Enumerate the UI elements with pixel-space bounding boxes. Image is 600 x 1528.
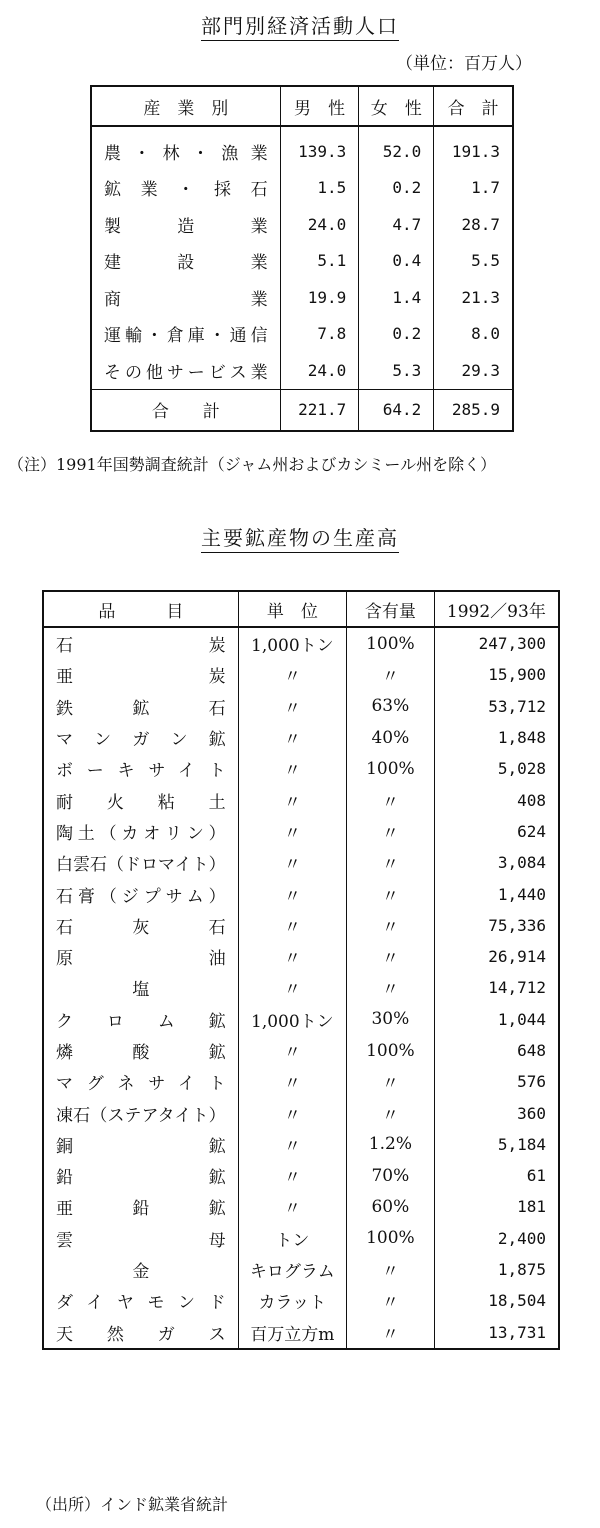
population-unit: （単位：百万人） bbox=[396, 54, 532, 74]
unit-cell: 〃 bbox=[238, 691, 346, 722]
unit-cell: 百万立方m bbox=[238, 1317, 346, 1349]
header-item: 品 目 bbox=[43, 591, 238, 627]
unit-cell: 〃 bbox=[238, 847, 346, 878]
female-cell: 0.4 bbox=[359, 243, 434, 280]
unit-cell: 〃 bbox=[238, 1097, 346, 1128]
table-row bbox=[43, 627, 559, 659]
table-row bbox=[91, 352, 513, 389]
total-cell: 191.3 bbox=[434, 126, 513, 170]
table-row bbox=[43, 1035, 559, 1066]
total-total-cell: 285.9 bbox=[434, 389, 513, 431]
content-cell: 〃 bbox=[347, 659, 435, 690]
production-cell: 624 bbox=[434, 816, 559, 847]
table-row bbox=[43, 1223, 559, 1254]
content-cell: 63% bbox=[347, 691, 435, 722]
table-row bbox=[91, 316, 513, 353]
female-cell: 52.0 bbox=[359, 126, 434, 170]
content-cell: 〃 bbox=[347, 1254, 435, 1285]
mineral-name-cell: 石膏（ジプサム） bbox=[43, 878, 238, 909]
production-cell: 648 bbox=[434, 1035, 559, 1066]
minerals-title: 主要鉱産物の生産高 bbox=[0, 522, 600, 551]
production-cell: 5,184 bbox=[434, 1129, 559, 1160]
production-cell: 14,712 bbox=[434, 972, 559, 1003]
table-row bbox=[43, 784, 559, 815]
content-cell: 〃 bbox=[347, 1097, 435, 1128]
table-row bbox=[43, 910, 559, 941]
minerals-source: （出所）インド鉱業省統計 bbox=[36, 1495, 229, 1514]
header-content: 含有量 bbox=[347, 591, 435, 627]
mineral-name-cell: ダイヤモンド bbox=[43, 1285, 238, 1316]
unit-cell: 〃 bbox=[238, 910, 346, 941]
mineral-name-cell: 石灰石 bbox=[43, 910, 238, 941]
production-cell: 75,336 bbox=[434, 910, 559, 941]
table-row bbox=[43, 753, 559, 784]
table-row bbox=[43, 878, 559, 909]
production-cell: 13,731 bbox=[434, 1317, 559, 1349]
unit-cell: カラット bbox=[238, 1285, 346, 1316]
header-female: 女 性 bbox=[359, 86, 434, 126]
minerals-body bbox=[43, 627, 559, 1349]
table-row bbox=[43, 1191, 559, 1222]
table-row bbox=[43, 1285, 559, 1316]
mineral-name-cell: 亜炭 bbox=[43, 659, 238, 690]
production-cell: 18,504 bbox=[434, 1285, 559, 1316]
minerals-table bbox=[42, 590, 560, 1350]
content-cell: 30% bbox=[347, 1004, 435, 1035]
content-cell: 100% bbox=[347, 1035, 435, 1066]
total-cell: 8.0 bbox=[434, 316, 513, 353]
industry-cell: 製造業 bbox=[91, 206, 280, 243]
production-cell: 61 bbox=[434, 1160, 559, 1191]
male-cell: 1.5 bbox=[280, 170, 359, 207]
total-label: 合 計 bbox=[91, 389, 280, 431]
mineral-name-cell: クロム鉱 bbox=[43, 1004, 238, 1035]
mineral-name-cell: 金 bbox=[43, 1254, 238, 1285]
content-cell: 〃 bbox=[347, 1066, 435, 1097]
unit-cell: 〃 bbox=[238, 753, 346, 784]
total-female-cell: 64.2 bbox=[359, 389, 434, 431]
mineral-name-cell: 石炭 bbox=[43, 627, 238, 659]
unit-cell: 〃 bbox=[238, 878, 346, 909]
total-cell: 1.7 bbox=[434, 170, 513, 207]
table-row bbox=[43, 1129, 559, 1160]
mineral-name-cell: 雲母 bbox=[43, 1223, 238, 1254]
mineral-name-cell: マンガン鉱 bbox=[43, 722, 238, 753]
unit-cell: 〃 bbox=[238, 1160, 346, 1191]
production-cell: 1,440 bbox=[434, 878, 559, 909]
total-row bbox=[91, 389, 513, 431]
industry-cell: 商業 bbox=[91, 279, 280, 316]
mineral-name-cell: ボーキサイト bbox=[43, 753, 238, 784]
table-row bbox=[91, 279, 513, 316]
content-cell: 〃 bbox=[347, 816, 435, 847]
unit-cell: 〃 bbox=[238, 659, 346, 690]
production-cell: 5,028 bbox=[434, 753, 559, 784]
mineral-name-cell: 凍石（ステアタイト） bbox=[43, 1097, 238, 1128]
total-cell: 5.5 bbox=[434, 243, 513, 280]
mineral-name-cell: 亜鉛鉱 bbox=[43, 1191, 238, 1222]
unit-cell: 1,000トン bbox=[238, 1004, 346, 1035]
table-row bbox=[43, 1066, 559, 1097]
industry-cell: 鉱業・採石 bbox=[91, 170, 280, 207]
mineral-name-cell: 鉛鉱 bbox=[43, 1160, 238, 1191]
mineral-name-cell: 陶土（カオリン） bbox=[43, 816, 238, 847]
mineral-name-cell: 銅鉱 bbox=[43, 1129, 238, 1160]
header-male: 男 性 bbox=[280, 86, 359, 126]
table-row bbox=[43, 1004, 559, 1035]
table-row bbox=[91, 170, 513, 207]
mineral-name-cell: 燐酸鉱 bbox=[43, 1035, 238, 1066]
female-cell: 0.2 bbox=[359, 316, 434, 353]
content-cell: 〃 bbox=[347, 784, 435, 815]
total-cell: 29.3 bbox=[434, 352, 513, 389]
content-cell: 〃 bbox=[347, 878, 435, 909]
male-cell: 19.9 bbox=[280, 279, 359, 316]
header-total: 合 計 bbox=[434, 86, 513, 126]
content-cell: 40% bbox=[347, 722, 435, 753]
unit-cell: キログラム bbox=[238, 1254, 346, 1285]
header-industry: 産 業 別 bbox=[91, 86, 280, 126]
population-body bbox=[91, 126, 513, 431]
content-cell: 〃 bbox=[347, 1285, 435, 1316]
production-cell: 3,084 bbox=[434, 847, 559, 878]
table-row bbox=[91, 206, 513, 243]
total-cell: 21.3 bbox=[434, 279, 513, 316]
male-cell: 7.8 bbox=[280, 316, 359, 353]
female-cell: 0.2 bbox=[359, 170, 434, 207]
table-row bbox=[43, 1254, 559, 1285]
male-cell: 139.3 bbox=[280, 126, 359, 170]
production-cell: 2,400 bbox=[434, 1223, 559, 1254]
table-row bbox=[43, 691, 559, 722]
total-male-cell: 221.7 bbox=[280, 389, 359, 431]
unit-cell: 〃 bbox=[238, 941, 346, 972]
industry-cell: 農・林・漁業 bbox=[91, 126, 280, 170]
table-row bbox=[43, 722, 559, 753]
unit-cell: 〃 bbox=[238, 816, 346, 847]
unit-cell: 1,000トン bbox=[238, 627, 346, 659]
production-cell: 181 bbox=[434, 1191, 559, 1222]
unit-cell: 〃 bbox=[238, 722, 346, 753]
header-year: 1992／93年 bbox=[434, 591, 559, 627]
content-cell: 〃 bbox=[347, 941, 435, 972]
table-row bbox=[43, 1160, 559, 1191]
mineral-name-cell: 塩 bbox=[43, 972, 238, 1003]
table-row bbox=[43, 941, 559, 972]
production-cell: 53,712 bbox=[434, 691, 559, 722]
production-cell: 408 bbox=[434, 784, 559, 815]
mineral-name-cell: 耐火粘土 bbox=[43, 784, 238, 815]
production-cell: 1,848 bbox=[434, 722, 559, 753]
content-cell: 〃 bbox=[347, 1317, 435, 1349]
mineral-name-cell: マグネサイト bbox=[43, 1066, 238, 1097]
population-title: 部門別経済活動人口 bbox=[0, 10, 600, 39]
table-row bbox=[43, 972, 559, 1003]
content-cell: 70% bbox=[347, 1160, 435, 1191]
female-cell: 1.4 bbox=[359, 279, 434, 316]
production-cell: 1,875 bbox=[434, 1254, 559, 1285]
content-cell: 〃 bbox=[347, 972, 435, 1003]
mineral-name-cell: 天然ガス bbox=[43, 1317, 238, 1349]
table-row bbox=[43, 816, 559, 847]
content-cell: 60% bbox=[347, 1191, 435, 1222]
unit-cell: 〃 bbox=[238, 1066, 346, 1097]
content-cell: 〃 bbox=[347, 910, 435, 941]
production-cell: 576 bbox=[434, 1066, 559, 1097]
table-row bbox=[91, 243, 513, 280]
mineral-name-cell: 鉄鉱石 bbox=[43, 691, 238, 722]
unit-cell: 〃 bbox=[238, 1035, 346, 1066]
production-cell: 15,900 bbox=[434, 659, 559, 690]
table-row bbox=[91, 126, 513, 170]
header-unit: 単 位 bbox=[238, 591, 346, 627]
unit-cell: 〃 bbox=[238, 1129, 346, 1160]
unit-cell: 〃 bbox=[238, 784, 346, 815]
minerals-header-row bbox=[43, 591, 559, 627]
industry-cell: 運輸・倉庫・通信 bbox=[91, 316, 280, 353]
total-cell: 28.7 bbox=[434, 206, 513, 243]
industry-cell: その他サービス業 bbox=[91, 352, 280, 389]
table-row bbox=[43, 847, 559, 878]
table-row bbox=[43, 1097, 559, 1128]
unit-cell: 〃 bbox=[238, 972, 346, 1003]
content-cell: 100% bbox=[347, 1223, 435, 1254]
production-cell: 247,300 bbox=[434, 627, 559, 659]
production-cell: 1,044 bbox=[434, 1004, 559, 1035]
population-table bbox=[90, 85, 514, 432]
table-row bbox=[43, 659, 559, 690]
female-cell: 5.3 bbox=[359, 352, 434, 389]
male-cell: 24.0 bbox=[280, 352, 359, 389]
table-row bbox=[43, 1317, 559, 1349]
population-note: （注）1991年国勢調査統計（ジャム州およびカシミール州を除く） bbox=[8, 455, 497, 474]
female-cell: 4.7 bbox=[359, 206, 434, 243]
content-cell: 1.2% bbox=[347, 1129, 435, 1160]
production-cell: 360 bbox=[434, 1097, 559, 1128]
content-cell: 〃 bbox=[347, 847, 435, 878]
mineral-name-cell: 白雲石（ドロマイト） bbox=[43, 847, 238, 878]
male-cell: 5.1 bbox=[280, 243, 359, 280]
unit-cell: トン bbox=[238, 1223, 346, 1254]
male-cell: 24.0 bbox=[280, 206, 359, 243]
content-cell: 100% bbox=[347, 753, 435, 784]
population-header-row bbox=[91, 86, 513, 126]
production-cell: 26,914 bbox=[434, 941, 559, 972]
industry-cell: 建設業 bbox=[91, 243, 280, 280]
mineral-name-cell: 原油 bbox=[43, 941, 238, 972]
content-cell: 100% bbox=[347, 627, 435, 659]
unit-cell: 〃 bbox=[238, 1191, 346, 1222]
